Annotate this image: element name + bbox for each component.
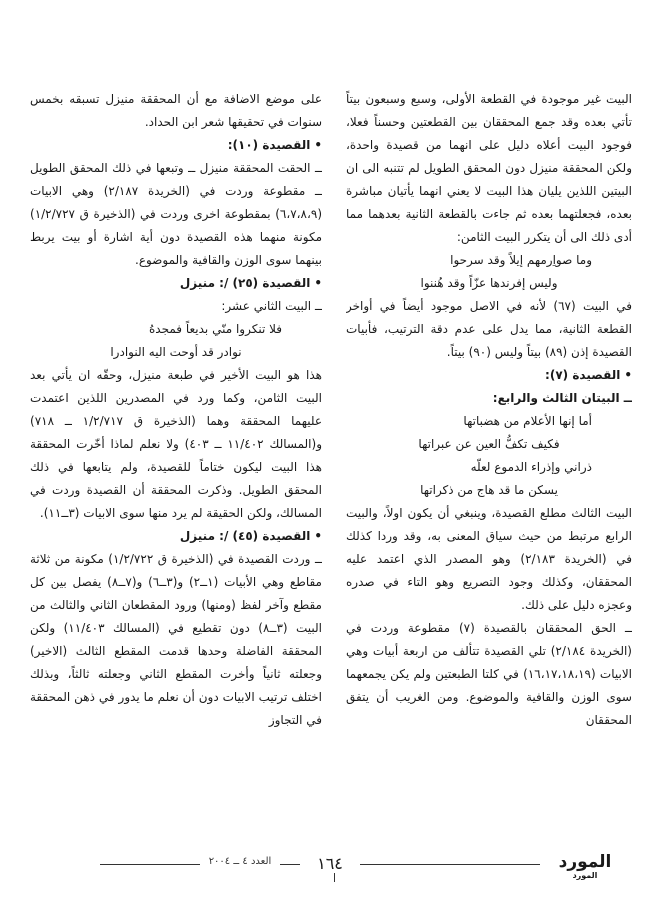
paragraph: ــ الحقت المحققة منيزل ــ وتبعها في ذلك المحقق الطويل ــ مقطوعة وردت في (الخريدة ٢/١٨٧) وهي الابيات (٦،٧،٨،٩) بمقطوعة اخرى وردت في (الذخيرة ق ١/٢/٧٢٧) مكونة منهما هذه القصيدة دون أية اشارة أو بيت يربط بينهما سوى الوزن والقافية والموضوع. (30, 161, 322, 267)
bullet-icon: • (314, 276, 322, 290)
verse-line: فلا تنكروا منّي بديعاً فمجدهُ (149, 322, 282, 336)
paragraph: ــ الحق المحققان بالقصيدة (٧) مقطوعة وردت في (الخريدة ٢/١٨٤) تلي القصيدة تتألف من اربعة أبيات وهي الابيات (١٦،١٧،١٨،١٩) في كلتا الطبعتين ولم يكن يجمعهما سوى الوزن والقافية والموضوع. ومن الغريب أن يتفق المحققان (346, 621, 632, 727)
left-column (30, 88, 322, 838)
journal-logo-text: المورد (558, 852, 612, 872)
page-number: ١٦٤ (300, 854, 360, 873)
paragraph: هذا هو البيت الأخير في طبعة منيزل، وحقّه ان يأتي بعد البيت الثامن، وكما ورد في المصدرين اللذين اعتمدت عليهما المحققة وهما (الذخيرة ق ١/٢/٧١٧ ــ ٧١٨) و(المسالك ١١/٤٠٢ ــ ٤٠٣) ولا نعلم لماذا أخّرت المحققة هذا البيت ليكون ختاماً للقصيدة، ولم يتابعها في ذلك المحقق الطويل. وذكرت المحققة أن القصيدة وردت في المسالك، ولكن الحقيقة لم يرد منها سوى الابيات (٣ــ١١). (30, 368, 322, 520)
section-heading-text: القصيدة (١٠): (227, 138, 311, 152)
section-heading-text: القصيدة (٤٥) /: منيزل (179, 529, 311, 543)
verse-line: أما إنها الأعلام من هضباتها (463, 414, 592, 428)
paragraph: ــ وردت القصيدة في (الذخيرة ق ١/٢/٧٢٢) مكونة من ثلاثة مقاطع وهي الأبيات (١ــ٢) و(٣ــ٦) و(٧ــ٨) يفصل بين كل مقطع وآخر لفظ (ومنها) ورود المقطعان الثاني والثالث من البيت (٣ــ٨) دون تقطيع في (المسالك ١١/٤٠٣) ولكن المحققة الفاضلة وحدها قدمت المقطع الثالث (الاخير) وجعلته ثانياً وأخرت المقطع الثاني وجعلته ثالثاً، وبذلك اختلف ترتيب الابيات دون أن نعلم ما يدور في ذهن المحققة في التجاوز (30, 552, 322, 727)
bullet-icon: • (314, 138, 322, 152)
subheading: ــ البيتان الثالث والرابع: (492, 391, 632, 405)
section-heading-text: القصيدة (٧): (545, 368, 621, 382)
right-column (346, 88, 632, 838)
section-heading (346, 364, 632, 387)
bullet-icon: • (624, 368, 632, 382)
bullet-icon: • (314, 529, 322, 543)
paragraph: على موضع الاضافة مع أن المحققة منيزل تسبقه بخمس سنوات في تحقيقها شعر ابن الحداد. (30, 92, 322, 129)
journal-logo (544, 852, 626, 882)
page-footer (0, 850, 661, 890)
verse-line: ذراني وإذراء الدموع لعلّه (470, 460, 592, 474)
issue-label: العدد ٤ ــ ٢٠٠٤ (200, 856, 280, 867)
section-heading (30, 134, 322, 157)
verse-line: نوادر قد أوحت اليه النوادرا (110, 345, 242, 359)
paragraph: البيت الثالث مطلع القصيدة، وينبغي أن يكون اولاً، والبيت الرابع مرتبط من حيث سياق المعنى به، وقد وردا كذلك في (الخريدة ٢/١٨٣) وهو المصدر الذي اعتمد عليه المحققان، وكذلك وجود التصريع وهو التاء في صدره وعجزه دليل على ذلك. (346, 506, 632, 612)
section-heading (30, 525, 322, 548)
journal-logo-subtext: المورد (572, 871, 598, 880)
section-heading (30, 272, 322, 295)
verse-line: يسكن ما قد هاج من ذكراتها (420, 483, 558, 497)
subheading: ــ البيت الثاني عشر: (221, 299, 322, 313)
verse-line: وليس إفرندها عزّاً وقد هُننوا (420, 276, 558, 290)
verse-line: وما صواِرمهم إيلاً وقد سرحوا (450, 253, 592, 267)
paragraph: في البيت (٦٧) لأنه في الاصل موجود أيضاً في أواخر القطعة الثانية، مما يدل على عدم دقة الترتيب، فأبيات القصيدة إذن (٨٩) بيتاً وليس (٩٠) بيتاً. (346, 299, 632, 359)
paragraph: البيت غير موجودة في القطعة الأولى، وسبع وسبعون بيتاً تأتي بعده وقد جمع المحققان بين القطعتين وحسناً فعلا، فوجود البيت أعلاه دليل على انهما من قصيدة واحدة، ولكن المحققة منيزل دون المحقق الطويل لم تتنبه الى ان البيتين اللذين يليان هذا البيت لا يعني انهما يأتيان مباشرة بعده، فجعلتهما بعده ثم جاءت بالقطعة الثانية بعدهما مما أدى ذلك الى أن يتكرر البيت الثامن: (346, 92, 632, 244)
section-heading-text: القصيدة (٢٥) /: منيزل (179, 276, 311, 290)
verse-line: فكيف تكفُّ العين عن عبراتها (418, 437, 560, 451)
